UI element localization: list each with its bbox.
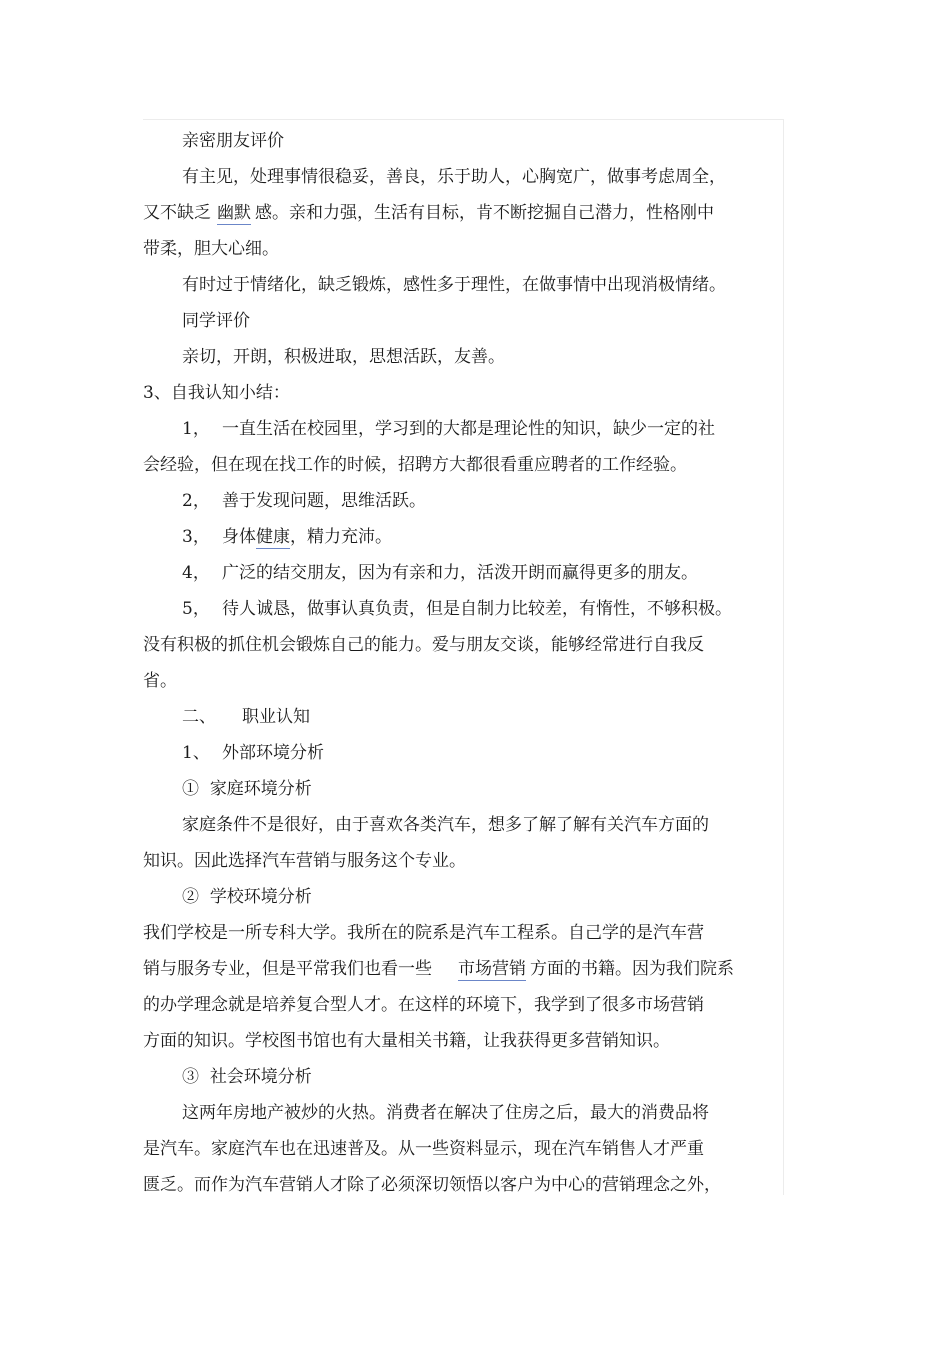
paragraph-line bbox=[143, 951, 783, 987]
heading-number: 1、 bbox=[182, 743, 210, 763]
paragraph-line: 带柔，胆大心细。 bbox=[143, 239, 279, 259]
paragraph-line: 会经验，但在现在找工作的时候，招聘方大都很看重应聘者的工作经验。 bbox=[143, 455, 687, 475]
text-span: 销与服务专业，但是平常我们也看一些 bbox=[143, 959, 432, 979]
list-item bbox=[143, 555, 783, 591]
heading-career-cognition bbox=[143, 699, 783, 735]
item-text: 一直生活在校园里，学习到的大都是理论性的知识，缺少一定的社 bbox=[222, 419, 715, 439]
paragraph-line: 我们学校是一所专科大学。我所在的院系是汽车工程系。自己学的是汽车营 bbox=[143, 923, 704, 943]
list-item bbox=[143, 483, 783, 519]
list-item bbox=[143, 411, 783, 447]
text-span: 方面的书籍。因为我们院系 bbox=[530, 959, 734, 979]
item-text: 善于发现问题，思维活跃。 bbox=[222, 491, 426, 511]
paragraph-line: 是汽车。家庭汽车也在迅速普及。从一些资料显示，现在汽车销售人才严重 bbox=[143, 1139, 704, 1159]
document-page bbox=[143, 123, 783, 1203]
list-item bbox=[143, 591, 783, 627]
item-text: 待人诚恳，做事认真负责，但是自制力比较差，有惰性，不够积极。 bbox=[222, 599, 732, 619]
item-text: 身体 bbox=[222, 527, 256, 547]
text-span: 又不缺乏 bbox=[143, 203, 211, 223]
heading-school-env bbox=[143, 879, 783, 915]
heading-number: ① bbox=[182, 779, 199, 799]
heading-text: 外部环境分析 bbox=[222, 743, 324, 763]
paragraph-line: 匮乏。而作为汽车营销人才除了必须深切领悟以客户为中心的营销理念之外， bbox=[143, 1175, 721, 1195]
heading-self-summary: 3、自我认知小结： bbox=[143, 383, 290, 403]
item-text: 广泛的结交朋友，因为有亲和力，活泼开朗而赢得更多的朋友。 bbox=[222, 563, 698, 583]
heading-text: 职业认知 bbox=[242, 707, 310, 727]
heading-text: 社会环境分析 bbox=[209, 1067, 312, 1087]
paragraph-line: 有主见，处理事情很稳妥，善良，乐于助人，心胸宽广，做事考虑周全， bbox=[182, 167, 726, 187]
link-humor[interactable]: 幽默 bbox=[217, 203, 251, 223]
heading-family-env bbox=[143, 771, 783, 807]
heading-text: 学校环境分析 bbox=[209, 887, 312, 907]
paragraph-line: 这两年房地产被炒的火热。消费者在解决了住房之后，最大的消费品将 bbox=[182, 1103, 709, 1123]
link-health[interactable]: 健康 bbox=[256, 527, 290, 547]
paragraph-line: 亲切，开朗，积极进取，思想活跃，友善。 bbox=[182, 347, 505, 367]
item-text: ，精力充沛。 bbox=[290, 527, 392, 547]
item-number: 5， bbox=[182, 599, 210, 619]
heading-number: ③ bbox=[182, 1067, 199, 1087]
paragraph-line: 的办学理念就是培养复合型人才。在这样的环境下，我学到了很多市场营销 bbox=[143, 995, 704, 1015]
paragraph-line: 省。 bbox=[143, 671, 177, 691]
heading-number: 二、 bbox=[182, 707, 216, 727]
heading-text: 家庭环境分析 bbox=[209, 779, 312, 799]
heading-external-env bbox=[143, 735, 783, 771]
link-marketing[interactable]: 市场营销 bbox=[458, 959, 526, 979]
paragraph-line: 有时过于情绪化，缺乏锻炼，感性多于理性，在做事情中出现消极情绪。 bbox=[182, 275, 726, 295]
list-item bbox=[143, 519, 783, 555]
paragraph-line: 家庭条件不是很好，由于喜欢各类汽车，想多了解了解有关汽车方面的 bbox=[182, 815, 709, 835]
heading-number: ② bbox=[182, 887, 199, 907]
paragraph-line: 方面的知识。学校图书馆也有大量相关书籍，让我获得更多营销知识。 bbox=[143, 1031, 670, 1051]
heading-social-env bbox=[143, 1059, 783, 1095]
text-span: 感。亲和力强，生活有目标，肯不断挖掘自己潜力，性格刚中 bbox=[255, 203, 714, 223]
heading-classmate-review: 同学评价 bbox=[182, 311, 250, 331]
paragraph-line bbox=[143, 195, 783, 231]
item-number: 4， bbox=[182, 563, 210, 583]
item-number: 2， bbox=[182, 491, 210, 511]
item-number: 1， bbox=[182, 419, 210, 439]
paragraph-line: 知识。因此选择汽车营销与服务这个专业。 bbox=[143, 851, 466, 871]
paragraph-line: 没有积极的抓住机会锻炼自己的能力。爱与朋友交谈，能够经常进行自我反 bbox=[143, 635, 704, 655]
item-number: 3， bbox=[182, 527, 210, 547]
heading-friend-review: 亲密朋友评价 bbox=[182, 131, 284, 151]
